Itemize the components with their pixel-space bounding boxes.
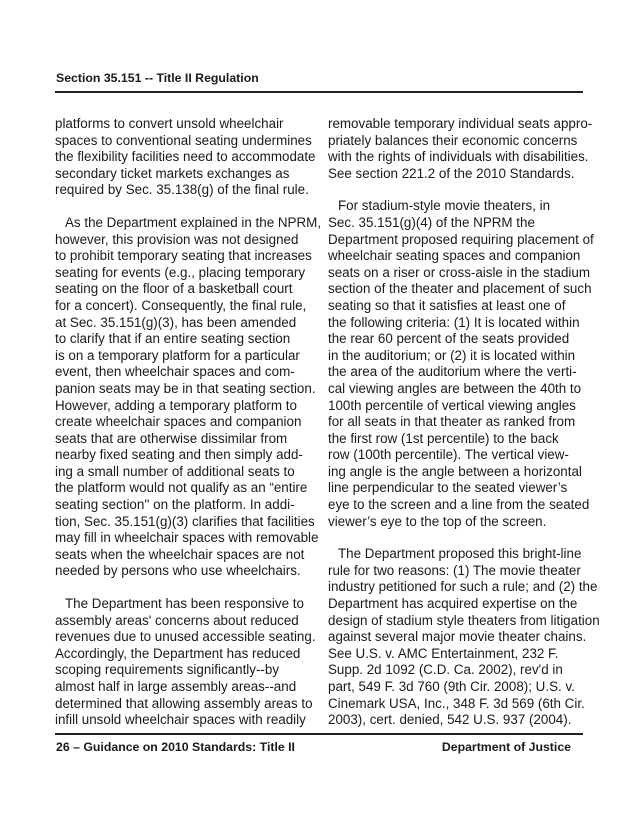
text-line: seating so that it satisfies at least one of — [328, 297, 566, 313]
footer-department: Department of Justice — [441, 740, 571, 754]
text-line: panion seats may be in that seating section. — [55, 380, 316, 396]
text-line: line perpendicular to the seated viewer’s — [328, 480, 568, 496]
text-line: for a concert). Consequently, the final rule, — [55, 297, 307, 313]
text-line: against several major movie theater chains. — [328, 629, 587, 645]
text-line: As the Department explained in the NPRM, — [65, 214, 322, 230]
text-line: determined that allowing assembly areas to — [55, 695, 313, 711]
footer-page-title: 26 – Guidance on 2010 Standards: Title II — [56, 740, 295, 754]
text-line: 100th percentile of vertical viewing angles — [328, 397, 576, 413]
text-line: the platform would not qualify as an “entire — [55, 480, 308, 496]
text-line: in the auditorium; or (2) it is located within — [328, 347, 576, 363]
text-line: the first row (1st percentile) to the back — [328, 430, 559, 446]
text-line: assembly areas' concerns about reduced — [55, 612, 299, 628]
text-line: However, adding a temporary platform to — [55, 397, 297, 413]
text-line: Department has acquired expertise on the — [328, 596, 578, 612]
text-line: may fill in wheelchair spaces with removable — [55, 530, 319, 546]
text-line: Supp. 2d 1092 (C.D. Ca. 2002), rev'd in — [328, 662, 563, 678]
text-line: the area of the auditorium where the verti- — [328, 364, 577, 380]
paragraph — [55, 116, 327, 199]
text-line: seats on a riser or cross-aisle in the stadium — [328, 264, 590, 280]
paragraph — [328, 198, 600, 530]
text-line: the rear 60 percent of the seats provided — [328, 331, 570, 347]
text-line: See section 221.2 of the 2010 Standards. — [328, 165, 575, 181]
footer-rule — [55, 733, 583, 735]
text-line: however, this provision was not designed — [55, 231, 299, 247]
text-line: 2003), cert. denied, 542 U.S. 937 (2004). — [328, 712, 572, 728]
text-line: the following criteria: (1) It is located within — [328, 314, 580, 330]
text-line: with the rights of individuals with disabilities. — [328, 149, 589, 165]
text-line: for all seats in that theater as ranked from — [328, 414, 576, 430]
left-column — [55, 116, 327, 745]
text-line: Department proposed requiring placement of — [328, 231, 594, 247]
header-rule — [55, 91, 583, 93]
text-line: at Sec. 35.151(g)(3), has been amended — [55, 314, 297, 330]
text-line: ing a small number of additional seats to — [55, 463, 295, 479]
paragraph — [55, 596, 327, 729]
text-line: design of stadium style theaters from litigation — [328, 612, 600, 628]
text-line: row (100th percentile). The vertical view- — [328, 447, 569, 463]
text-line: eye to the screen and a line from the seated — [328, 497, 590, 513]
text-line: section of the theater and placement of such — [328, 281, 592, 297]
text-line: to prohibit temporary seating that increases — [55, 248, 312, 264]
paragraph — [328, 116, 600, 182]
right-column — [328, 116, 600, 745]
text-line: nearby fixed seating and then simply add- — [55, 447, 303, 463]
text-line: tion, Sec. 35.151(g)(3) clarifies that facilities — [55, 513, 315, 529]
text-line: ing angle is the angle between a horizontal — [328, 463, 582, 479]
text-line: secondary ticket markets exchanges as — [55, 165, 290, 181]
running-header: Section 35.151 -- Title II Regulation — [56, 71, 259, 85]
text-line: part, 549 F. 3d 760 (9th Cir. 2008); U.S. v. — [328, 679, 575, 694]
text-line: priately balances their economic concerns — [328, 132, 578, 148]
text-line: industry petitioned for such a rule; and (2) the — [328, 579, 598, 595]
text-line: cal viewing angles are between the 40th to — [328, 380, 582, 396]
text-line: removable temporary individual seats appro- — [328, 116, 593, 131]
text-line: Cinemark USA, Inc., 348 F. 3d 569 (6th Cir. — [328, 695, 585, 711]
text-line: seats that are otherwise dissimilar from — [55, 430, 288, 446]
text-line: is on a temporary platform for a particular — [55, 347, 300, 363]
text-line: wheelchair seating spaces and companion — [328, 248, 581, 264]
text-line: Accordingly, the Department has reduced — [55, 645, 301, 661]
text-line: spaces to conventional seating undermines — [55, 132, 312, 148]
text-line: required by Sec. 35.138(g) of the final rule. — [55, 182, 309, 198]
text-line: revenues due to unused accessible seating. — [55, 629, 316, 645]
text-line: platforms to convert unsold wheelchair — [55, 116, 284, 131]
text-line: seating on the floor of a basketball court — [55, 281, 293, 297]
text-line: For stadium-style movie theaters, in — [338, 198, 551, 214]
text-line: event, then wheelchair spaces and com- — [55, 364, 295, 380]
text-line: seating section'' on the platform. In addi- — [55, 497, 295, 513]
text-line: viewer’s eye to the top of the screen. — [328, 513, 547, 529]
text-line: needed by persons who use wheelchairs. — [55, 563, 301, 579]
text-line: almost half in large assembly areas--and — [55, 679, 297, 694]
text-line: scoping requirements significantly--by — [55, 662, 280, 678]
text-line: rule for two reasons: (1) The movie theater — [328, 562, 581, 578]
text-line: create wheelchair spaces and companion — [55, 414, 302, 430]
text-line: the flexibility facilities need to accommodate — [55, 149, 316, 165]
text-line: infill unsold wheelchair spaces with readily — [55, 712, 306, 728]
text-line: The Department proposed this bright-line — [338, 546, 582, 562]
paragraph — [328, 546, 600, 729]
paragraph — [55, 215, 327, 580]
text-line: to clarify that if an entire seating section — [55, 331, 291, 347]
text-line: seats when the wheelchair spaces are not — [55, 546, 305, 562]
text-line: The Department has been responsive to — [65, 596, 304, 612]
text-line: See U.S. v. AMC Entertainment, 232 F. — [328, 645, 559, 661]
text-line: Sec. 35.151(g)(4) of the NPRM the — [328, 214, 535, 230]
text-line: seating for events (e.g., placing temporary — [55, 264, 306, 280]
